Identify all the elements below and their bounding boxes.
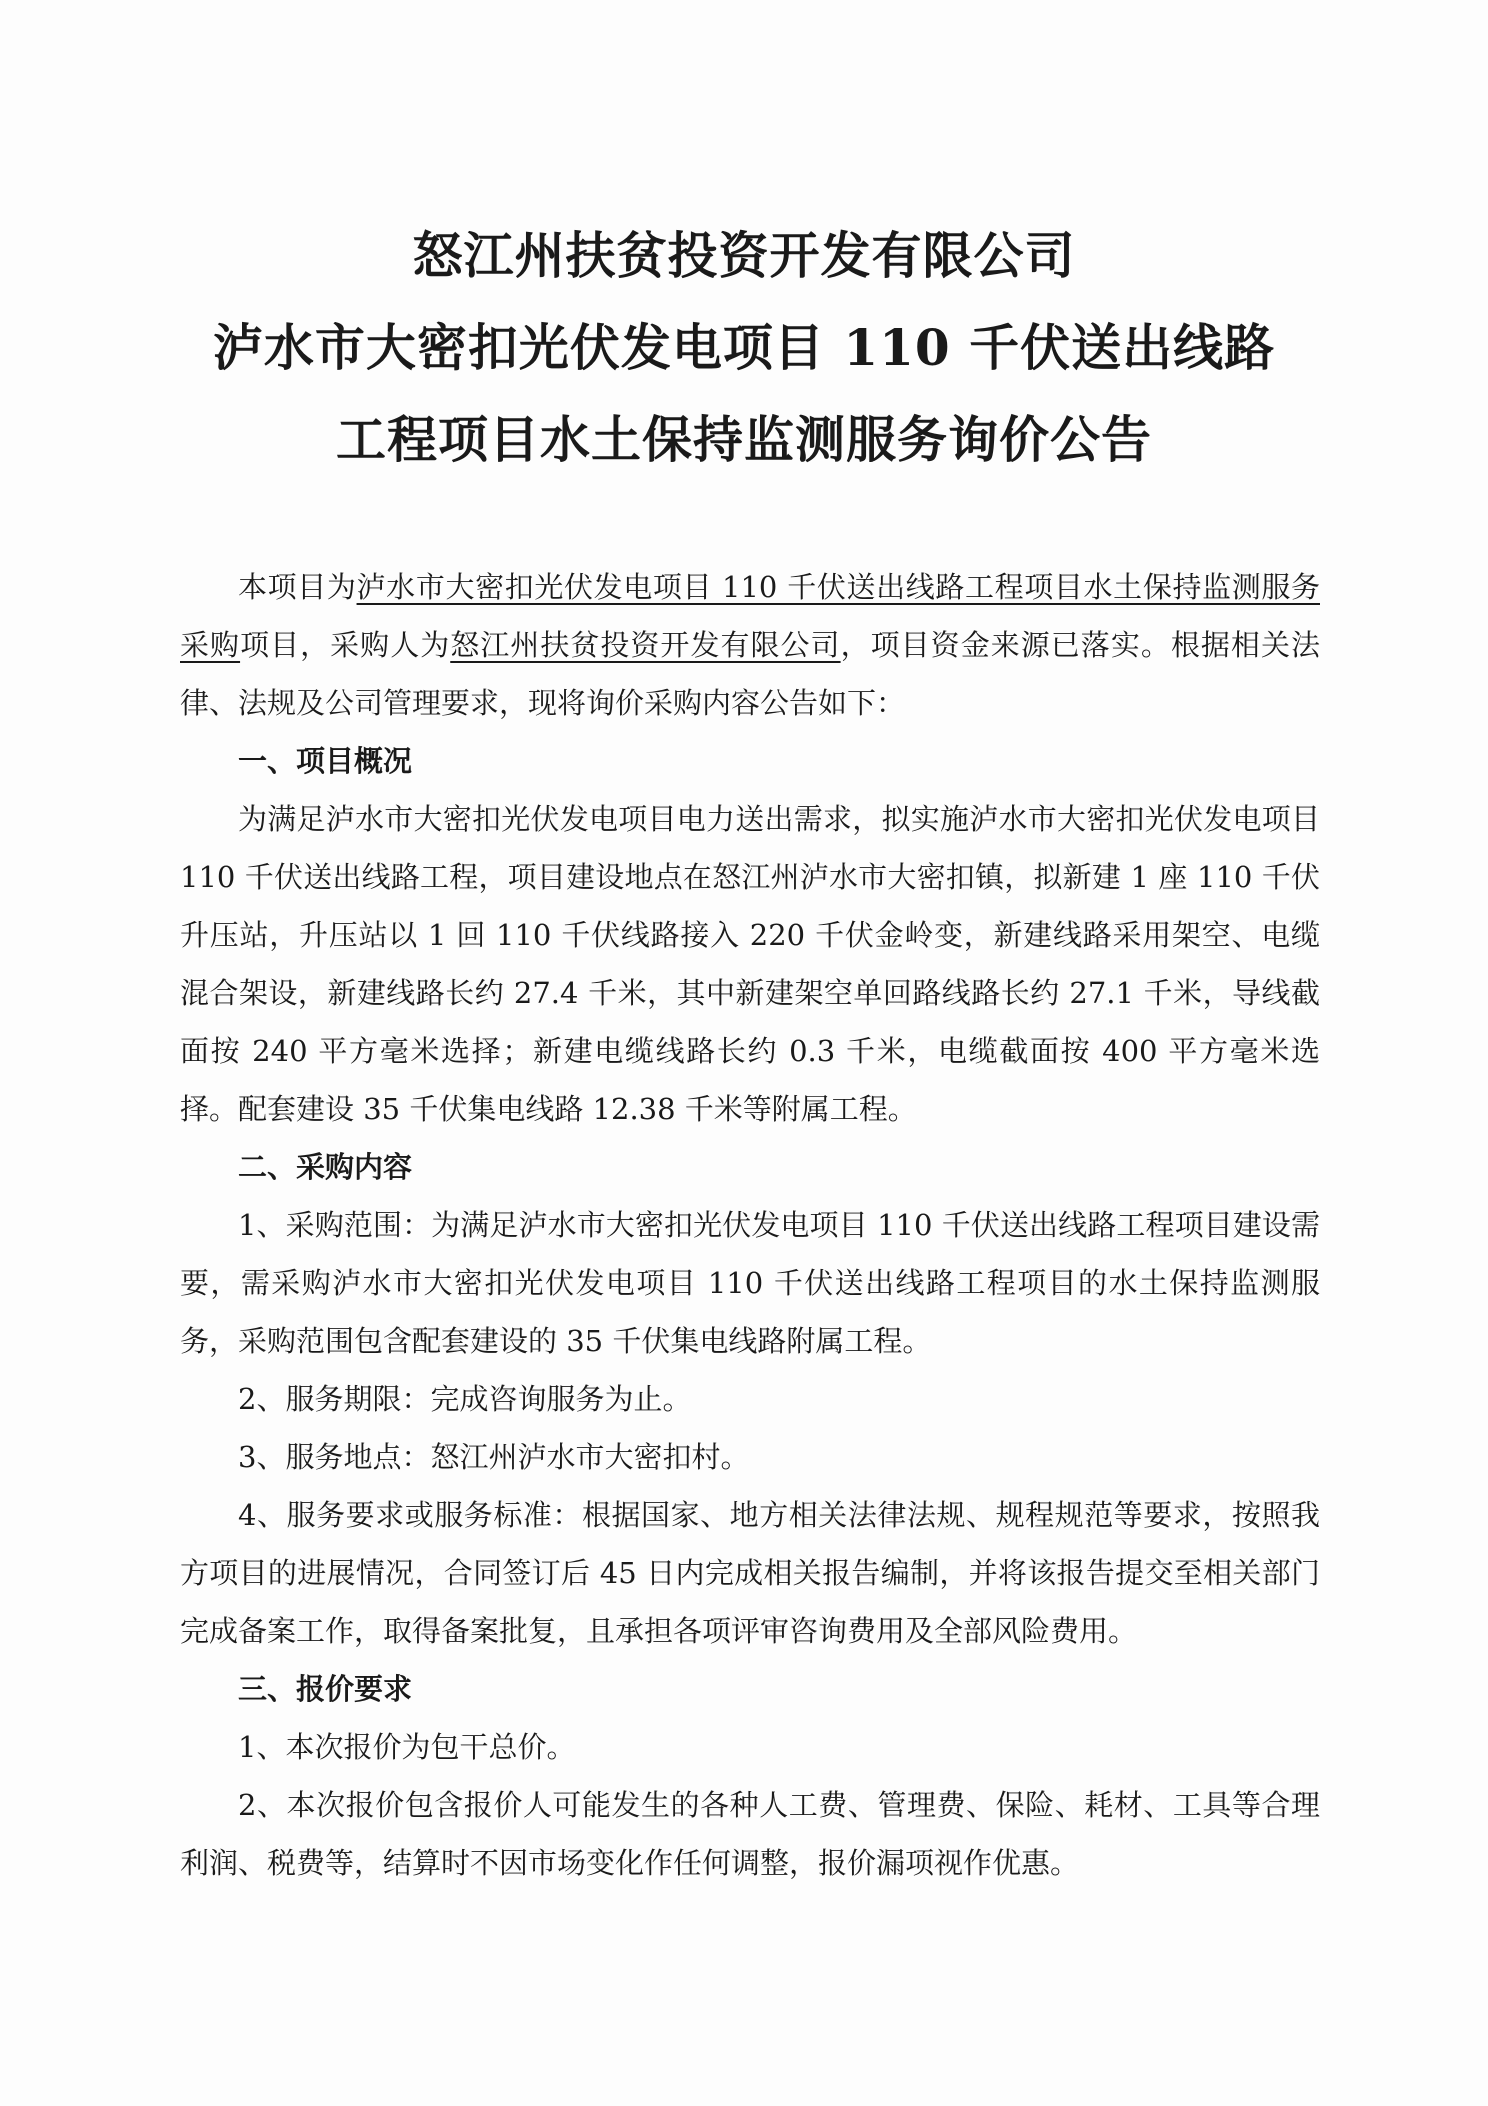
intro-mid: 项目，采购人为 <box>240 628 451 662</box>
intro-paragraph <box>180 558 1320 732</box>
section2-item-requirements: 4、服务要求或服务标准：根据国家、地方相关法律法规、规程规范等要求，按照我方项目的进展情况，合同签订后 45 日内完成相关报告编制，并将该报告提交至相关部门完成备案工作，取得备案批复，且承担各项评审咨询费用及全部风险费用。 <box>180 1498 1320 1648</box>
document-body <box>180 558 1320 1892</box>
section1-text: 为满足泸水市大密扣光伏发电项目电力送出需求，拟实施泸水市大密扣光伏发电项目 110 千伏送出线路工程，项目建设地点在怒江州泸水市大密扣镇，拟新建 1 座 110 千伏升压站，升压站以 1 回 110 千伏线路接入 220 千伏金岭变，新建线路采用架空、电缆混合架设，新建线路长约 27.4 千米，其中新建架空单回路线路长约 27.1 千米，导线截面按 240 平方毫米选择；新建电缆线路长约 0.3 千米，电缆截面按 400 平方毫米选择。配套建设 35 千伏集电线路 12.38 千米等附属工程。 <box>180 802 1320 1126</box>
intro-project-name: 泸水市大密扣光伏发电项目 110 千伏送出线路工程项目水土保持监测服务采购 <box>180 570 1320 662</box>
intro-purchaser: 怒江州扶贫投资开发有限公司 <box>450 628 841 662</box>
section1-heading: 一、项目概况 <box>238 744 413 778</box>
title-line-project: 泸水市大密扣光伏发电项目 110 千伏送出线路 <box>212 318 1276 377</box>
section2-heading: 二、采购内容 <box>238 1150 413 1184</box>
section3-item-inclusions: 2、本次报价包含报价人可能发生的各种人工费、管理费、保险、耗材、工具等合理利润、税费等，结算时不因市场变化作任何调整，报价漏项视作优惠。 <box>180 1788 1320 1880</box>
intro-suffix: ，项目资金来源已落实。根据相关法律、法规及公司管理要求，现将询价采购内容公告如下： <box>180 628 1320 720</box>
section3-item-lumpsum: 1、本次报价为包干总价。 <box>238 1730 576 1764</box>
title-line-company: 怒江州扶贫投资开发有限公司 <box>412 226 1076 285</box>
section2-item-location: 3、服务地点：怒江州泸水市大密扣村。 <box>238 1440 750 1474</box>
section2-item-period: 2、服务期限：完成咨询服务为止。 <box>238 1382 692 1416</box>
section2-item-scope: 1、采购范围：为满足泸水市大密扣光伏发电项目 110 千伏送出线路工程项目建设需要，需采购泸水市大密扣光伏发电项目 110 千伏送出线路工程项目的水土保持监测服务，采购范围包含配套建设的 35 千伏集电线路附属工程。 <box>180 1208 1320 1358</box>
intro-prefix: 本项目为 <box>238 570 357 604</box>
document-title <box>0 210 1488 486</box>
section3-heading: 三、报价要求 <box>238 1672 413 1706</box>
title-line-notice: 工程项目水土保持监测服务询价公告 <box>336 410 1152 469</box>
